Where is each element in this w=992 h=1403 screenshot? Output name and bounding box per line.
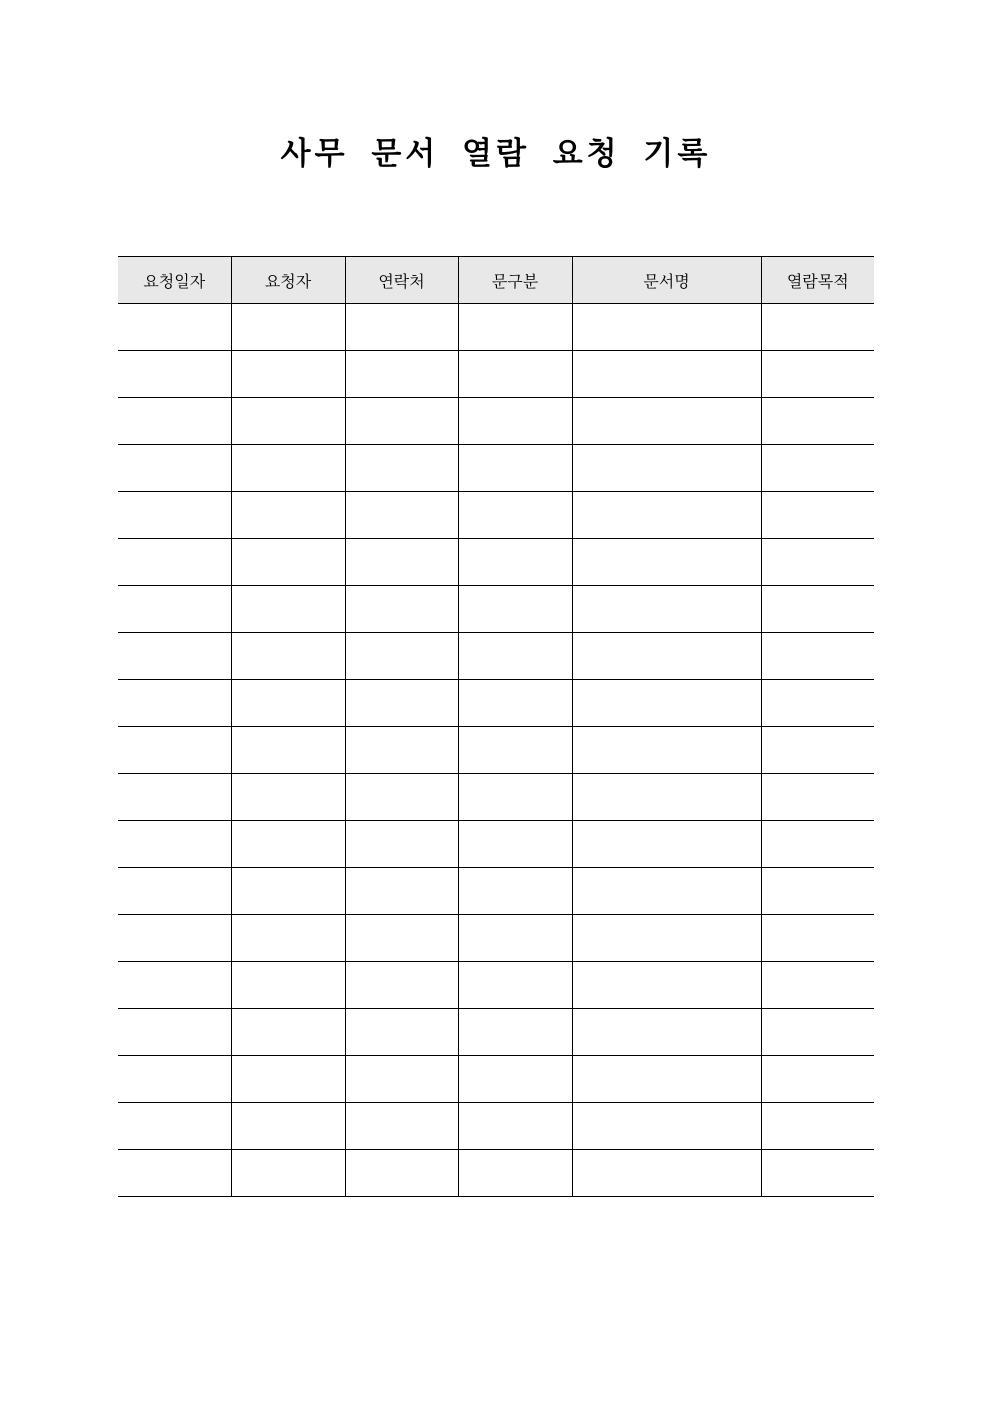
cell-request-date bbox=[118, 868, 231, 915]
cell-category bbox=[458, 680, 572, 727]
cell-request-date bbox=[118, 1103, 231, 1150]
cell-category bbox=[458, 774, 572, 821]
cell-request-date bbox=[118, 539, 231, 586]
cell-category bbox=[458, 445, 572, 492]
table-row bbox=[118, 1009, 874, 1056]
cell-category bbox=[458, 727, 572, 774]
table-header-row bbox=[118, 257, 874, 304]
cell-document-name bbox=[572, 1009, 761, 1056]
cell-document-name bbox=[572, 398, 761, 445]
cell-purpose bbox=[761, 680, 874, 727]
table-row bbox=[118, 1056, 874, 1103]
table-row bbox=[118, 492, 874, 539]
cell-contact bbox=[345, 821, 458, 868]
cell-document-name bbox=[572, 962, 761, 1009]
cell-category bbox=[458, 351, 572, 398]
cell-purpose bbox=[761, 868, 874, 915]
table-row bbox=[118, 727, 874, 774]
cell-contact bbox=[345, 398, 458, 445]
request-log-table bbox=[118, 256, 874, 1197]
table-row bbox=[118, 304, 874, 351]
cell-purpose bbox=[761, 586, 874, 633]
cell-request-date bbox=[118, 445, 231, 492]
cell-category bbox=[458, 821, 572, 868]
cell-category bbox=[458, 304, 572, 351]
cell-category bbox=[458, 398, 572, 445]
cell-purpose bbox=[761, 492, 874, 539]
cell-document-name bbox=[572, 586, 761, 633]
header-purpose: 열람목적 bbox=[761, 257, 874, 304]
cell-document-name bbox=[572, 304, 761, 351]
cell-requester bbox=[231, 680, 345, 727]
cell-document-name bbox=[572, 821, 761, 868]
header-request-date: 요청일자 bbox=[118, 257, 231, 304]
cell-requester bbox=[231, 586, 345, 633]
cell-category bbox=[458, 962, 572, 1009]
cell-category bbox=[458, 492, 572, 539]
cell-request-date bbox=[118, 774, 231, 821]
cell-category bbox=[458, 1150, 572, 1197]
cell-contact bbox=[345, 633, 458, 680]
cell-purpose bbox=[761, 1150, 874, 1197]
cell-request-date bbox=[118, 304, 231, 351]
cell-contact bbox=[345, 492, 458, 539]
header-contact: 연락처 bbox=[345, 257, 458, 304]
cell-purpose bbox=[761, 1056, 874, 1103]
cell-document-name bbox=[572, 445, 761, 492]
cell-request-date bbox=[118, 586, 231, 633]
cell-contact bbox=[345, 539, 458, 586]
cell-request-date bbox=[118, 962, 231, 1009]
cell-contact bbox=[345, 1103, 458, 1150]
cell-category bbox=[458, 539, 572, 586]
table-row bbox=[118, 445, 874, 492]
cell-document-name bbox=[572, 633, 761, 680]
cell-document-name bbox=[572, 492, 761, 539]
table-row bbox=[118, 821, 874, 868]
cell-contact bbox=[345, 304, 458, 351]
cell-document-name bbox=[572, 539, 761, 586]
table-row bbox=[118, 1103, 874, 1150]
cell-contact bbox=[345, 727, 458, 774]
cell-requester bbox=[231, 1150, 345, 1197]
cell-category bbox=[458, 586, 572, 633]
cell-contact bbox=[345, 680, 458, 727]
cell-contact bbox=[345, 445, 458, 492]
cell-contact bbox=[345, 1009, 458, 1056]
cell-purpose bbox=[761, 633, 874, 680]
cell-request-date bbox=[118, 1150, 231, 1197]
cell-purpose bbox=[761, 1009, 874, 1056]
table-row bbox=[118, 586, 874, 633]
cell-requester bbox=[231, 398, 345, 445]
cell-requester bbox=[231, 633, 345, 680]
cell-requester bbox=[231, 868, 345, 915]
cell-request-date bbox=[118, 727, 231, 774]
cell-purpose bbox=[761, 915, 874, 962]
cell-requester bbox=[231, 1103, 345, 1150]
cell-request-date bbox=[118, 1009, 231, 1056]
table-row bbox=[118, 915, 874, 962]
header-document-name: 문서명 bbox=[572, 257, 761, 304]
cell-contact bbox=[345, 1150, 458, 1197]
cell-document-name bbox=[572, 680, 761, 727]
cell-contact bbox=[345, 1056, 458, 1103]
table-body bbox=[118, 304, 874, 1197]
cell-requester bbox=[231, 1056, 345, 1103]
cell-purpose bbox=[761, 774, 874, 821]
cell-request-date bbox=[118, 821, 231, 868]
cell-requester bbox=[231, 351, 345, 398]
table-row bbox=[118, 351, 874, 398]
cell-contact bbox=[345, 586, 458, 633]
cell-request-date bbox=[118, 398, 231, 445]
cell-requester bbox=[231, 915, 345, 962]
cell-purpose bbox=[761, 727, 874, 774]
cell-request-date bbox=[118, 351, 231, 398]
table-row bbox=[118, 633, 874, 680]
cell-category bbox=[458, 915, 572, 962]
cell-requester bbox=[231, 1009, 345, 1056]
cell-purpose bbox=[761, 398, 874, 445]
cell-document-name bbox=[572, 915, 761, 962]
cell-document-name bbox=[572, 774, 761, 821]
page-title: 사무 문서 열람 요청 기록 bbox=[280, 136, 712, 172]
cell-requester bbox=[231, 727, 345, 774]
table-row bbox=[118, 868, 874, 915]
cell-requester bbox=[231, 539, 345, 586]
cell-contact bbox=[345, 351, 458, 398]
cell-category bbox=[458, 633, 572, 680]
cell-purpose bbox=[761, 821, 874, 868]
cell-contact bbox=[345, 915, 458, 962]
table-row bbox=[118, 398, 874, 445]
cell-document-name bbox=[572, 1103, 761, 1150]
cell-requester bbox=[231, 492, 345, 539]
cell-requester bbox=[231, 774, 345, 821]
cell-document-name bbox=[572, 351, 761, 398]
table-row bbox=[118, 1150, 874, 1197]
cell-requester bbox=[231, 304, 345, 351]
cell-request-date bbox=[118, 633, 231, 680]
header-requester: 요청자 bbox=[231, 257, 345, 304]
cell-purpose bbox=[761, 962, 874, 1009]
cell-purpose bbox=[761, 304, 874, 351]
cell-purpose bbox=[761, 1103, 874, 1150]
cell-category bbox=[458, 868, 572, 915]
cell-request-date bbox=[118, 680, 231, 727]
cell-document-name bbox=[572, 1056, 761, 1103]
cell-contact bbox=[345, 774, 458, 821]
table-row bbox=[118, 539, 874, 586]
cell-category bbox=[458, 1009, 572, 1056]
table-row bbox=[118, 680, 874, 727]
header-category: 문구분 bbox=[458, 257, 572, 304]
cell-category bbox=[458, 1056, 572, 1103]
cell-purpose bbox=[761, 539, 874, 586]
table-row bbox=[118, 774, 874, 821]
cell-request-date bbox=[118, 1056, 231, 1103]
table-row bbox=[118, 962, 874, 1009]
cell-contact bbox=[345, 962, 458, 1009]
cell-requester bbox=[231, 821, 345, 868]
cell-purpose bbox=[761, 351, 874, 398]
cell-purpose bbox=[761, 445, 874, 492]
cell-category bbox=[458, 1103, 572, 1150]
cell-requester bbox=[231, 445, 345, 492]
cell-document-name bbox=[572, 727, 761, 774]
cell-request-date bbox=[118, 492, 231, 539]
cell-document-name bbox=[572, 1150, 761, 1197]
cell-requester bbox=[231, 962, 345, 1009]
cell-document-name bbox=[572, 868, 761, 915]
cell-request-date bbox=[118, 915, 231, 962]
cell-contact bbox=[345, 868, 458, 915]
